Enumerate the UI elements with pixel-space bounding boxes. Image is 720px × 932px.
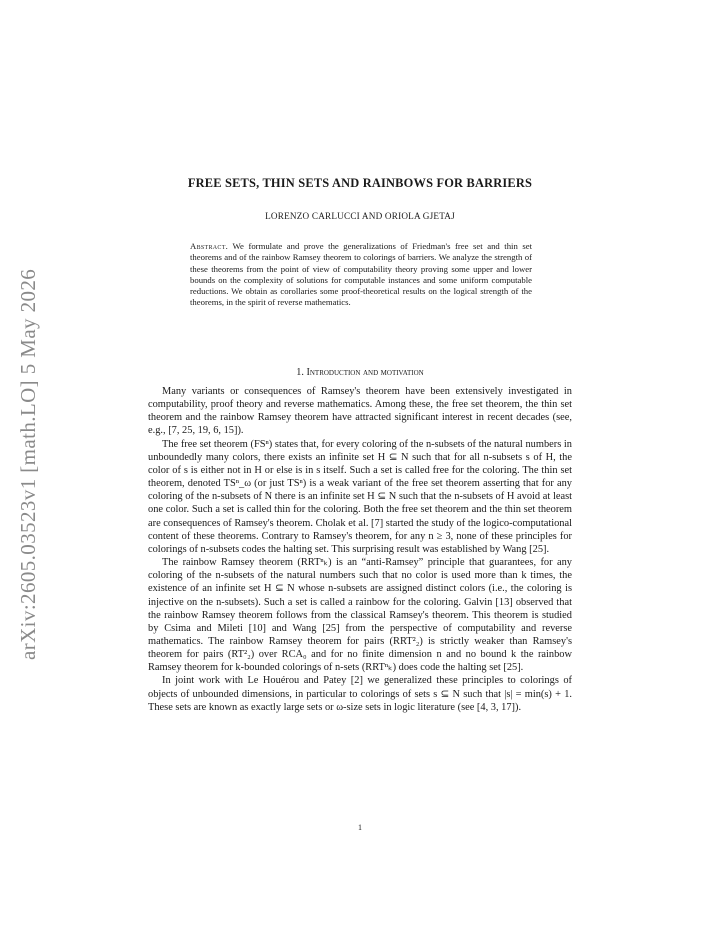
section-number: 1.: [296, 367, 304, 378]
section-title: Introduction and motivation: [306, 367, 424, 378]
page-number: 1: [358, 823, 362, 832]
paragraph: The rainbow Ramsey theorem (RRTⁿₖ) is an “anti-Ramsey” principle that guarantees, for any coloring of the n-subsets of the natural numbers such that no color is used more than k times, the existence of an infinite set H ⊆ N whose n-subsets are assigned distinct colors (i.e., the coloring is injective on the n-subsets). Such a set is called a rainbow for the coloring. Galvin [13] observed that the rainbow Ramsey theorem follows from the classical Ramsey's theorem. This theorem is studied by Csima and Mileti [10] and Wang [25] from the perspective of computability and reverse mathematics. The rainbow Ramsey theorem for pairs (RRT²₂) is strictly weaker than Ramsey's theorem for pairs (RT²₂) over RCA₀ and for no finite dimension n and no bound k the rainbow Ramsey theorem for k-bounded colorings of n-sets (RRTⁿₖ) does code the halting set [25].: [148, 557, 572, 674]
abstract-heading: Abstract.: [190, 241, 229, 251]
section-heading: [0, 367, 720, 378]
paper-authors: LORENZO CARLUCCI AND ORIOLA GJETAJ: [265, 211, 455, 221]
abstract-text: We formulate and prove the generalizations of Friedman's free set and thin set theorems and of the rainbow Ramsey theorem to colorings of barriers. We analyze the strength of these theorems from the point of view of computability theory proving some upper and lower bounds on the complexity of solutions for computable instances and some uniform computable reductions. We obtain as corollaries some proof-theoretical results on the logical strength of the theorems, in the spirit of reverse mathematics.: [190, 241, 533, 308]
section-body: [148, 385, 572, 714]
paper-title: FREE SETS, THIN SETS AND RAINBOWS FOR BARRIERS: [187, 176, 533, 190]
paragraph: Many variants or consequences of Ramsey's theorem have been extensively investigated in computability, proof theory and reverse mathematics. Among these, the free set theorem, the thin set theorem and the rainbow Ramsey theorem have attracted significant interest in recent decades (see, e.g., [7, 25, 19, 6, 15]).: [148, 386, 572, 437]
abstract: [190, 241, 532, 309]
paragraph: The free set theorem (FSⁿ) states that, for every coloring of the n-subsets of the natural numbers in unboundedly many colors, there exists an infinite set H ⊆ N such that for all n-subsets s of H, the color of s is either not in H or else is in s itself. Such a set is called free for the coloring. The thin set theorem, denoted TSⁿ_ω (or just TSⁿ) is a weak variant of the free set theorem asserting that for any coloring of the n-subsets of N there is an infinite set H ⊆ N such that the n-subsets of H avoid at least one color. Such a set is called thin for the coloring. Both the free set theorem and the thin set theorem are consequences of Ramsey's theorem. Cholak et al. [7] started the study of the logico-computational content of these theorems. Contrary to Ramsey's theorem, for any n ≥ 3, none of these principles for colorings of n-subsets codes the halting set. This surprising result was established by Wang [25].: [148, 438, 572, 555]
paragraph: In joint work with Le Houérou and Patey [2] we generalized these principles to colorings of objects of unbounded dimensions, in particular to colorings of sets s ⊆ N such that |s| = min(s) + 1. These sets are known as exactly large sets or ω-size sets in logic literature (see [4, 3, 17]).: [148, 675, 572, 713]
arxiv-identifier: arXiv:2605.03523v1 [math.LO] 5 May 2026: [16, 268, 40, 660]
